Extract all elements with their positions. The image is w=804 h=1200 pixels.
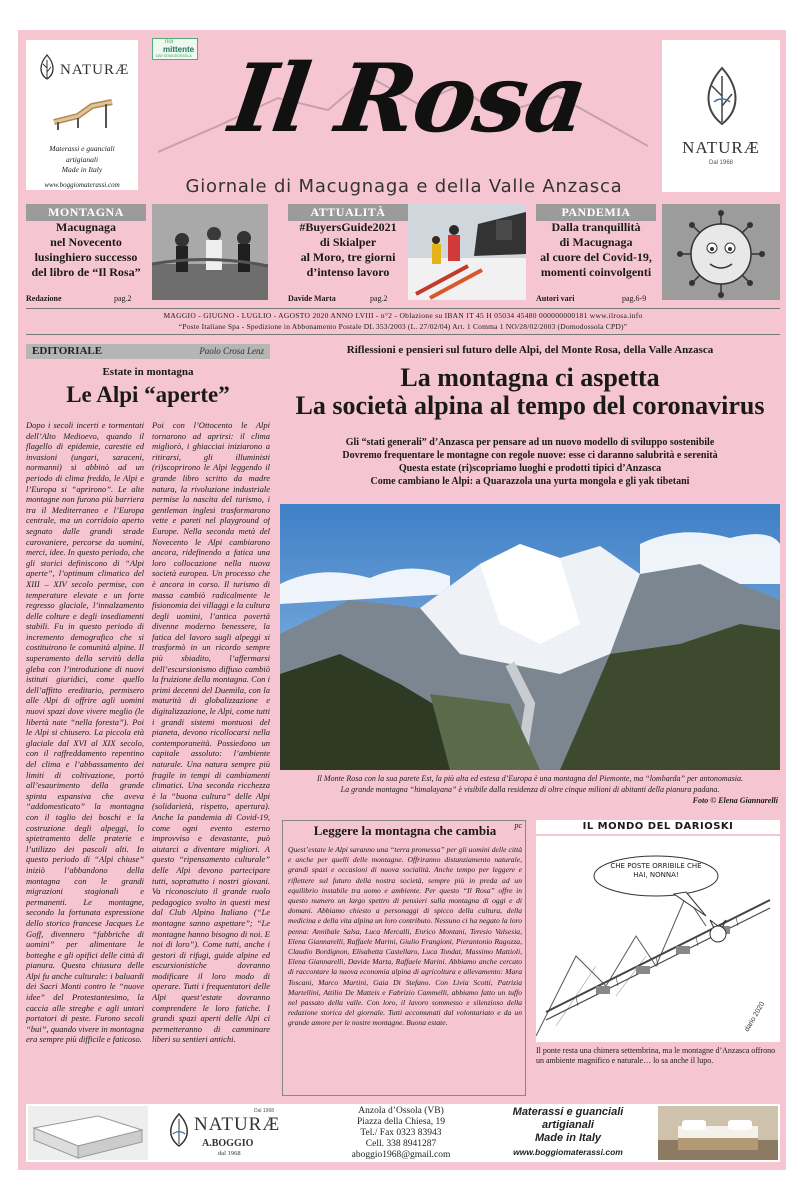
reading-box — [282, 820, 526, 1096]
cartoon-bubble: CHE POSTE ORRIBILE CHE HAI, NONNA! — [610, 862, 702, 879]
editorial-title: Le Alpi “aperte” — [66, 382, 230, 407]
bed-icon — [48, 88, 118, 132]
reading-text: Quest’estate le Alpi saranno una “terra promessa” per gli uomini delle città e anche per quelli delle montagne. Offriranno distanziamento naturale, grandi spazi e occasioni di nuova socialità. Anche tempo per leggere e riflettere sul futuro della nostra società, sempre più in preda ad un equilibrio instabile tra uomo e ambiente. Per questo “Il Rosa” offre in questo numero un largo spettro di pensieri sulla montagna di oggi e di domani. Abbiamo chiesto a personaggi di spicco della cultura, della medicina e della vita alpina un loro contributo. Nessuno ci ha negato la loro penna: Annibale Salsa, Luca Mercalli, Enrico Montani, Teresio Valsesia, Elena Giannarelli, Raffaele Marini, Giulio Frangioni, Pierantonio Ragozza, Claudio Bordignon, Elisabetta Castellaro, Luca Tondat, Massimo Mattioli, Elena Giannarelli, Davide Marta, Raffaele Marini. Abbiamo anche cercato di raccontare la nuova economia alpina di agricoltura e allevamento: Mara Toscani, Marco Martini, Gaia Di Stefano. Con Livia Scotti, Patrizia Martellini, Attilio De Matteis e Fabrizio Cammelli, abbiamo fatto un tuffo nel passato della valle. Con loro, il lavoro sommesso e silenzioso della redazione storica del giornale. Tutti accomunati dal volontariato e da un grande amore per le nostre montagne. Buona estate. — [288, 845, 522, 1028]
reading-title: Leggere la montagna che cambia — [313, 823, 497, 838]
teaser-2-line: #BuyersGuide2021 — [299, 220, 397, 234]
right-top-ad[interactable] — [662, 40, 780, 192]
teaser-1-line: nel Novecento — [50, 235, 122, 249]
left-ad-line3: Made in Italy — [61, 165, 103, 174]
editorial-column-1: Dopo i secoli incerti e tormentati dell’Alto Medioevo, quando il flagello di epidemie, carestie ed invasioni (ungari, saraceni, normanni) si abbinò ad un periodo di clima freddo, le Alpi e l’Europa si “aprirono”. Le alte montagne non furono più barriera tra il Mediterraneo e l’Europa centrale, ma un corridoio aperto segnato dalle grandi strade carovaniere, percorse da uomini, merci, idee. In questo periodo, che gli storici definiscono di “Alpi aperte”, l’optimum climatico del XIII – XIV secolo permise, con temperature elevate e un forte regresso glaciale, l’innalzamento delle colture e degli insediamenti stabili. Fu in questo periodo di incremento demografico che si costituirono le comunità alpine. Il superamento della servitù della gleba con l’introduzione di nuovi istituti giuridici, come quello dell’affitto ereditario, permisero alle Alpi di offrire agli uomini nuovi spazi dove vivere meglio (le libertà nate “nella foresta”). Poi le Alpi si chiusero. La piccola età glaciale dal XVI al XIX secolo, con il raffreddamento repentino del clima e l’abbassamento dei limiti di coltivazione, portò all’esaurimento della grande spinta espansiva che aveva “addomesticato” la montagna con il taglio dei boschi e la costruzione degli alpeggi, lo spietramento delle praterie e l’utilizzo dei pascoli alti. In questo periodo di “Alpi chiuse” iniziò l’abbandono della montagna con le grandi migrazioni stagionali e permanenti. Le montagne, secondo la fortunata espressione dello storico francese Jacques Le Goff, divennero “fabbriche di uomini” per alimentare le botteghe e gli opifici delle città di pianura. Questa chiusura delle Alpi fu anche culturale: i baluardi dei Sacri Monti contro le “nuove idee” del Protestantesimo, la caccia alle streghe e agli untori portatori di peste. Furono secoli “bui”, quando vivere in montagna era sempre più difficile e faticoso. — [26, 420, 144, 1045]
cartoon-drawing[interactable] — [536, 836, 780, 1042]
infobar-line1: MAGGIO - GIUGNO - LUGLIO - AGOSTO 2020 ANNO LVIII - n°2 - Oblazione su IBAN IT 45 H 05034 45480 000000000181 www.ilrosa.info — [163, 311, 643, 320]
main-subheads — [280, 436, 780, 488]
left-ad-line1: Materassi e guanciali — [49, 144, 115, 153]
section-label-montagna: MONTAGNA — [26, 204, 146, 221]
main-kicker: Riflessioni e pensieri sul futuro delle Alpi, del Monte Rosa, della Valle Anzasca — [346, 344, 714, 356]
main-subhead: Gli “stati generali” d’Anzasca per pensare ad un nuovo modello di sviluppo sostenibile — [345, 437, 715, 448]
footer-since: dal 1968 — [218, 1150, 241, 1157]
teaser-3-line: momenti coinvolgenti — [540, 265, 652, 279]
slogan-line: artigianali — [542, 1119, 594, 1131]
teaser-1-line: lusinghiero successo — [34, 250, 138, 264]
teaser-2-headline[interactable] — [280, 220, 416, 280]
footer-ad[interactable] — [26, 1104, 780, 1162]
stamp-bottom: DAY DOMODOSSOLA — [156, 54, 192, 58]
teaser-1-author: Redazione — [26, 294, 62, 303]
cartoon-caption: Il ponte resta una chimera settembrina, ma le montagne d’Anzasca offrono un ambiente magnifico e naturale… lo sa anche il lupo. — [536, 1046, 776, 1065]
footer-brand: NATURÆ — [194, 1114, 281, 1135]
cartoon-header: IL MONDO DEL DARIOSKI — [536, 820, 780, 834]
main-caption-2: La grande montagna “himalayana” è visibile dalla residenza di oltre cinque milioni di abitanti della pianura padana. — [340, 785, 720, 794]
editorial-header — [26, 344, 270, 359]
slogan-line: Made in Italy — [534, 1132, 602, 1144]
slogan-line: Materassi e guanciali — [512, 1106, 624, 1118]
stamp-main: mittente — [163, 45, 195, 54]
teaser-2-page: pag.2 — [370, 294, 388, 303]
address-email[interactable]: aboggio1968@gmail.com — [351, 1150, 451, 1160]
address-line: Tel./ Fax 0323 83943 — [360, 1128, 442, 1138]
naturae-leaf-icon — [700, 66, 744, 126]
footer-tagline: Dal 1968 — [254, 1108, 275, 1114]
teaser-3-line: di Macugnaga — [559, 235, 633, 249]
teaser-1-headline[interactable] — [22, 220, 150, 280]
teaser-1-page: pag.2 — [114, 294, 132, 303]
teaser-3-line: Dalla tranquillità — [551, 220, 641, 234]
svg-text:dario 2020: dario 2020 — [743, 1000, 767, 1033]
bedroom-photo — [658, 1106, 778, 1160]
editorial-kicker: Estate in montagna — [102, 366, 194, 378]
teaser-2-line: di Skialper — [319, 235, 377, 249]
editorial-column-2: Poi con l’Ottocento le Alpi tornarono ad aprirsi: il clima migliorò, i ghiacciai iniziarono a ritirarsi, gli illuministi (ri)scoprirono le Alpi leggendo il grande libro scritto da madre natura, la rivoluzione industriale permise la nascita del turismo, i gentleman inglesi trasformarono vette e pareti nel playground of Europe. Nella seconda metà del Novecento le Alpi cambiarono ancora, ridefinendo a fatica una loro collocazione nella nuova società europea. Un processo che è ancora in corso. Il turismo di massa cambiò radicalmente le fisionomia dei villaggi e la cultura degli uomini, l’antica povertà divenne moderno benessere, la fatica del lavoro sugli alpeggi si trasformò in un ricordo sempre più sbiadito, l’affermarsi dell’escursionismo diffuso cambiò la fruizione della montagna. Con i primi decenni del Duemila, con la maturità di globalizzazione e digitalizzazione, le Alpi, come tutti i grandi sistemi montuosi del pianeta, devono ricollocarsi nella contemporaneità. Possiedono un capitale assoluto: l’ambiente naturale. Una natura sempre più fragile in tempi di cambiamenti climatici. Una seconda ricchezza è la “buona cultura” delle Alpi (solidarietà, rispetto, apertura). Anche la pandemia di Covid-19, come ogni evento esterno improvviso e devastante, può aiutarci a diventare migliori. A questo “ripensamento culturale” delle Alpi devono partecipare tutti, soprattutto i nostri giovani. Va riconosciuto il grande ruolo pedagogico svolto in questi mesi dal Club Alpino Italiano (“Le montagne sanno aspettare”; “Le montagne hanno bisogno di noi. E noi di loro”). Come tutti, anche i gestori di rifugi, guide alpine ed escursionistiche dovranno modificare il loro modo di operare. Tutti i frequentatori delle Alpi quest’estate dovranno comprendere le loro fatiche. I grandi spazi aperti delle Alpi ci permetteranno di camminare liberi su sentieri antichi. — [152, 420, 270, 1045]
main-title-1: La montagna ci aspetta — [400, 363, 660, 392]
teaser-2-line: al Moro, tre giorni — [300, 250, 396, 264]
monte-rosa-photo[interactable] — [280, 504, 780, 770]
teaser-1-photo[interactable] — [152, 204, 268, 300]
teaser-1-line: del libro de “Il Rosa” — [31, 265, 141, 279]
teaser-2-line: d’intenso lavoro — [306, 265, 390, 279]
address-line: Anzola d’Ossola (VB) — [358, 1106, 444, 1116]
footer-url[interactable]: www.boggiomaterassi.com — [513, 1147, 623, 1157]
masthead-title: Il Rosa — [223, 44, 593, 154]
mattress-photo — [28, 1106, 148, 1160]
main-title-2: La società alpina al tempo del coronavirus — [295, 391, 765, 420]
footer-logo-box — [162, 1108, 328, 1158]
main-caption-1: Il Monte Rosa con la sua parete Est, la più alta ed estesa d’Europa è una montagna del Piemonte, ma “lombarda” per antonomasia. — [317, 774, 743, 783]
infobar-line2: “Poste Italiane Spa - Spedizione in Abbonamento Postale DL 353/2003 (L. 27/02/04) Art. 1 Comma 1 NO/28/02/2003 (Domodossola CPD)” — [178, 322, 628, 331]
teaser-3-page: pag.6-9 — [622, 294, 647, 303]
teaser-3-line: al cuore del Covid-19, — [540, 250, 652, 264]
teaser-3-author: Autori vari — [536, 294, 575, 303]
naturae-logo-icon — [36, 54, 58, 80]
teaser-2-author: Davide Marta — [288, 294, 336, 303]
infobar-rule-bottom — [26, 334, 780, 335]
virus-cartoon-icon[interactable] — [662, 204, 780, 300]
address-line: Cell. 338 8941287 — [365, 1139, 437, 1149]
editorial-section: EDITORIALE — [32, 345, 103, 357]
infobar-rule-top — [26, 308, 780, 309]
footer-leaf-icon — [166, 1112, 192, 1148]
section-label-pandemia: PANDEMIA — [536, 204, 656, 221]
footer-slogan — [482, 1106, 654, 1159]
photo-credit: Foto © Elena Giannarelli — [692, 796, 778, 805]
right-ad-since: Dal 1968 — [708, 160, 734, 166]
teaser-3-headline[interactable] — [530, 220, 662, 280]
left-ad-line2: artigianali — [65, 154, 99, 164]
left-ad-url[interactable]: www.boggiomaterassi.com — [44, 180, 120, 189]
footer-owner: A.BOGGIO — [202, 1138, 254, 1149]
reading-initials: pc — [514, 821, 522, 830]
right-ad-brand: NATURÆ — [682, 138, 760, 157]
masthead-subtitle: Giornale di Macugnaga e della Valle Anzasca — [185, 176, 623, 197]
stamp-top: noi — [165, 39, 174, 45]
teaser-2-photo[interactable] — [408, 204, 526, 300]
main-subhead: Come cambiano le Alpi: a Quarazzola una yurta mongola e gli yak tibetani — [370, 476, 690, 487]
editorial-author: Paolo Crosa Lenz — [199, 346, 264, 356]
address-line: Piazza della Chiesa, 19 — [356, 1117, 446, 1127]
left-top-ad[interactable] — [26, 40, 138, 190]
left-ad-brand: NATURÆ — [60, 62, 130, 78]
teaser-1-line: Macugnaga — [56, 220, 116, 234]
newspaper-page — [18, 30, 786, 1170]
main-subhead: Questa estate (ri)scopriamo luoghi e prodotti tipici d’Anzasca — [398, 463, 662, 474]
section-label-attualita: ATTUALITÀ — [288, 204, 408, 221]
footer-address — [326, 1106, 476, 1161]
main-subhead: Dovremo frequentare le montagne con regole nuove: esse ci daranno salubrità e serenità — [342, 450, 718, 461]
